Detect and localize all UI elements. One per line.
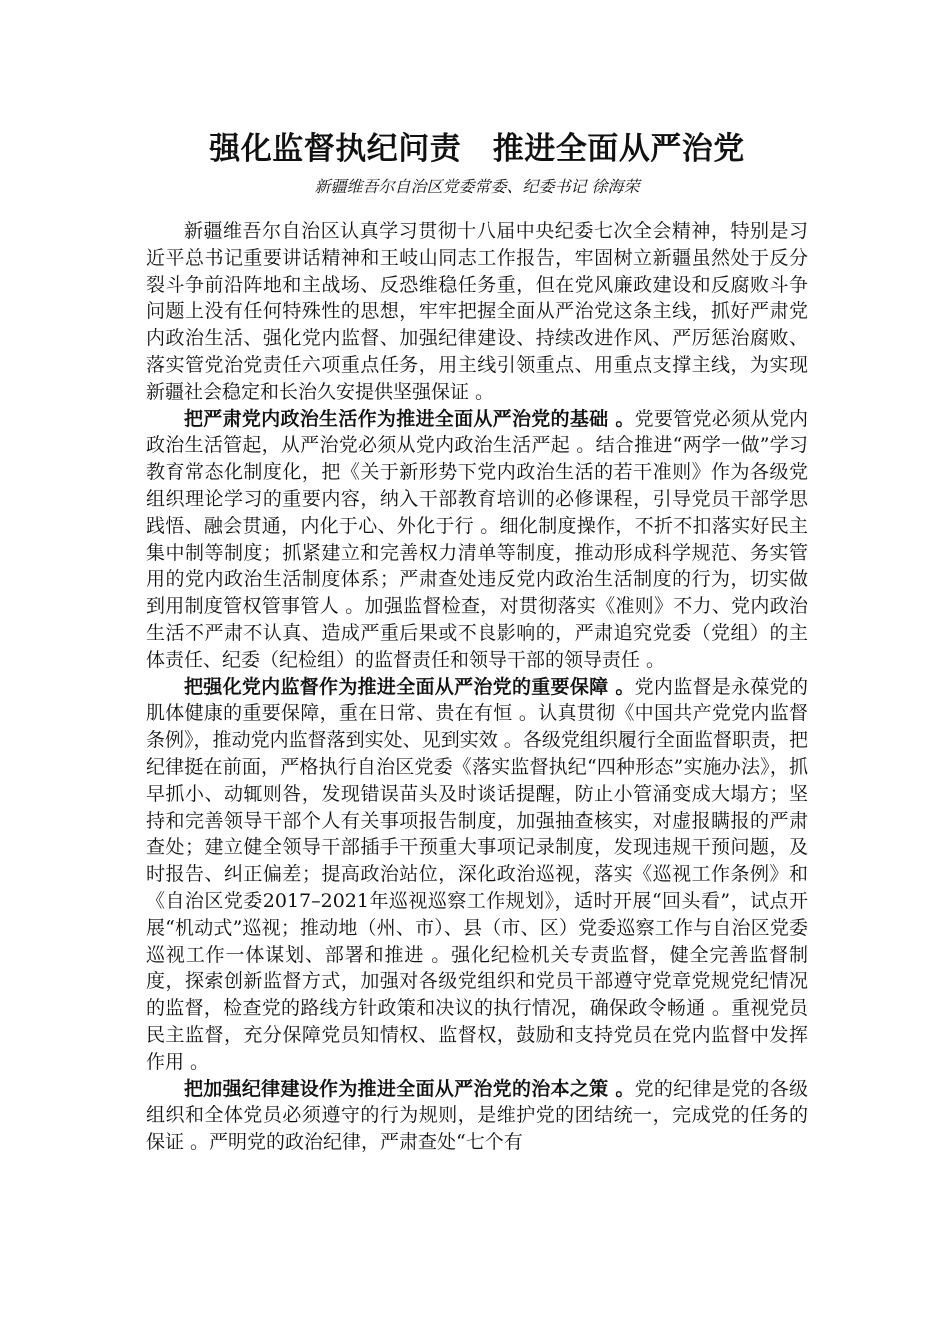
paragraph-lead: 把加强纪律建设作为推进全面从严治党的治本之策 。 xyxy=(184,1077,635,1100)
document-page xyxy=(146,124,808,1156)
paragraph-lead: 把强化党内监督作为推进全面从严治党的重要保障 。 xyxy=(184,675,635,698)
paragraph-text: 新疆维吾尔自治区认真学习贯彻十八届中央纪委七次全会精神，特别是习近平总书记重要讲话精神和王岐山同志工作报告，牢固树立新疆虽然处于反分裂斗争前沿阵地和主战场、反恐维稳任务重，但在党风廉政建设和反腐败斗争问题上没有任何特殊性的思想，牢牢把握全面从严治党这条主线，抓好严肃党内政治生活、强化党内监督、加强纪律建设、持续改进作风、严厉惩治腐败、落实管党治党责任六项重点任务，用主线引领重点、用重点支撑主线，为实现新疆社会稳定和长治久安提供坚强保证 。 xyxy=(146,220,808,403)
article-title: 强化监督执纪问责 推进全面从严治党 xyxy=(209,131,745,167)
article-byline: 新疆维吾尔自治区党委常委、纪委书记 徐海荣 xyxy=(314,177,640,196)
article-paragraph-supervision xyxy=(146,674,808,1076)
paragraph-lead: 把严肃党内政治生活作为推进全面从严治党的基础 。 xyxy=(184,407,635,430)
paragraph-text: 党要管党必须从党内政治生活管起，从严治党必须从党内政治生活严起 。结合推进“两学一做”学习教育常态化制度化，把《关于新形势下党内政治生活的若干准则》作为各级党组织理论学习的重要内容，纳入干部教育培训的必修课程，引导党员干部学思践悟、融会贯通，内化于心、外化于行 。细化制度操作，不折不扣落实好民主集中制等制度；抓紧建立和完善权力清单等制度，推动形成科学规范、务实管用的党内政治生活制度体系；严肃查处违反党内政治生活制度的行为，切实做到用制度管权管事管人 。加强监督检查，对贯彻落实《准则》不力、党内政治生活不严肃不认真、造成严重后果或不良影响的，严肃追究党委（党组）的主体责任、纪委（纪检组）的监督责任和领导干部的领导责任 。 xyxy=(146,407,808,671)
article-paragraph-political-life xyxy=(146,406,808,674)
paragraph-text: 党的纪律是党的各级组织和全体党员必须遵守的行为规则，是维护党的团结统一，完成党的任务的保证 。严明党的政治纪律，严肃查处“七个有 xyxy=(146,1077,808,1154)
article-paragraph-intro xyxy=(146,218,808,406)
paragraph-text: 党内监督是永葆党的肌体健康的重要保障，重在日常、贵在有恒 。认真贯彻《中国共产党党内监督条例》，推动党内监督落到实处、见到实效 。各级党组织履行全面监督职责，把纪律挺在前面，严格执行自治区党委《落实监督执纪“四种形态”实施办法》，抓早抓小、动辄则咎，发现错误苗头及时谈话提醒，防止小管涌变成大塌方；坚持和完善领导干部个人有关事项报告制度，加强抽查核实，对虚报瞒报的严肃查处；建立健全领导干部插手干预重大事项记录制度，发现违规干预问题，及时报告、纠正偏差；提高政治站位，深化政治巡视，落实《巡视工作条例》和《自治区党委2017–2021年巡视巡察工作规划》，适时开展“回头看”，试点开展“机动式”巡视；推动地（州、市）、县（市、区）党委巡察工作与自治区党委巡视工作一体谋划、部署和推进 。强化纪检机关专责监督，健全完善监督制度，探索创新监督方式，加强对各级党组织和党员干部遵守党章党规党纪情况的监督，检查党的路线方针政策和决议的执行情况，确保政令畅通 。重视党员民主监督，充分保障党员知情权、监督权，鼓励和支持党员在党内监督中发挥作用 。 xyxy=(146,675,808,1073)
article-paragraph-discipline xyxy=(146,1076,808,1156)
